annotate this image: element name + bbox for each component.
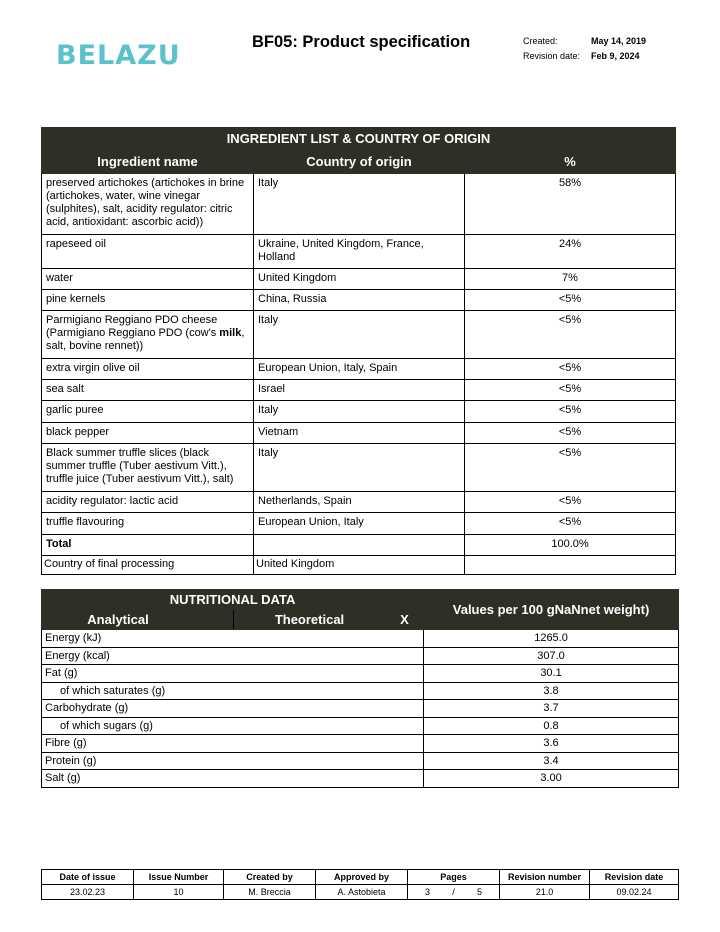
footer-header-revision-date: Revision date (590, 870, 679, 885)
ingredient-name: black pepper (42, 423, 254, 444)
created-label: Created: (523, 36, 558, 46)
company-logo: BELAZU (56, 40, 181, 71)
table-row (42, 174, 676, 235)
ingredient-country: Netherlands, Spain (254, 492, 465, 513)
footer-pages (408, 885, 500, 900)
table-row (42, 359, 676, 380)
ingredient-percent: <5% (465, 492, 676, 513)
nutrition-table (41, 589, 679, 788)
ingredient-name-part: , salt, bovine rennet)) (46, 327, 245, 352)
table-row (42, 770, 679, 788)
nutrient-label: Carbohydrate (g) (42, 700, 424, 718)
nutrient-value: 3.8 (424, 682, 679, 700)
ingredient-percent: 24% (465, 235, 676, 269)
ingredient-percent: 58% (465, 174, 676, 235)
nutrient-label: Energy (kJ) (42, 630, 424, 648)
ingredient-country: Italy (254, 311, 465, 359)
ingredient-name: rapeseed oil (42, 235, 254, 269)
theoretical-check-mark: X (386, 610, 424, 630)
footer-revision-date: 09.02.24 (590, 885, 679, 900)
table-row (42, 290, 676, 311)
ingredient-percent: <5% (465, 359, 676, 380)
ingredient-percent: <5% (465, 444, 676, 492)
nutrient-value: 3.7 (424, 700, 679, 718)
column-header-ingredient: Ingredient name (42, 150, 254, 174)
nutrient-value: 1265.0 (424, 630, 679, 648)
revision-date: Feb 9, 2024 (591, 50, 640, 61)
footer-header-issue-number: Issue Number (134, 870, 224, 885)
ingredient-percent: <5% (465, 513, 676, 535)
nutrient-value: 3.00 (424, 770, 679, 788)
ingredient-name: water (42, 269, 254, 290)
column-header-percent: % (465, 150, 676, 174)
ingredient-percent: <5% (465, 401, 676, 423)
footer-approved-by: A. Astobieta (316, 885, 408, 900)
ingredient-name-part: Parmigiano Reggiano PDO cheese (Parmigiano Reggiano PDO (cow's (46, 314, 220, 339)
table-row (42, 682, 679, 700)
ingredient-country: Italy (254, 444, 465, 492)
footer-date-of-issue: 23.02.23 (42, 885, 134, 900)
nutrient-label: Protein (g) (42, 752, 424, 770)
ingredient-country: China, Russia (254, 290, 465, 311)
table-row (42, 700, 679, 718)
footer-revision-number: 21.0 (500, 885, 590, 900)
total-empty-cell (254, 535, 465, 556)
nutrient-label: of which sugars (g) (42, 717, 424, 735)
ingredient-name: garlic puree (42, 401, 254, 423)
table-row (42, 311, 676, 359)
table-row (42, 647, 679, 665)
footer-header-revision-number: Revision number (500, 870, 590, 885)
ingredient-percent: <5% (465, 380, 676, 401)
column-header-country: Country of origin (254, 150, 465, 174)
total-label: Total (42, 535, 254, 556)
footer-header-date-of-issue: Date of issue (42, 870, 134, 885)
nutrient-value: 30.1 (424, 665, 679, 683)
ingredient-country: European Union, Italy, Spain (254, 359, 465, 380)
total-row (42, 535, 676, 556)
nutrient-label: Salt (g) (42, 770, 424, 788)
ingredient-country: United Kingdom (254, 269, 465, 290)
ingredient-name: extra virgin olive oil (42, 359, 254, 380)
ingredient-name: sea salt (42, 380, 254, 401)
final-processing-label: Country of final processing (42, 556, 254, 575)
ingredient-name: acidity regulator: lactic acid (42, 492, 254, 513)
ingredient-country: Italy (254, 401, 465, 423)
table-row (42, 423, 676, 444)
revision-date-label: Revision date: (523, 50, 581, 61)
ingredient-country: Ukraine, United Kingdom, France, Holland (254, 235, 465, 269)
created-date: May 14, 2019 (591, 36, 647, 46)
table-row (42, 735, 679, 753)
allergen-highlight: milk (219, 327, 242, 339)
table-row (42, 630, 679, 648)
ingredient-percent: 7% (465, 269, 676, 290)
analytical-label: Analytical (42, 610, 195, 630)
ingredient-country: Italy (254, 174, 465, 235)
footer-page-current: 3 (424, 887, 430, 897)
ingredient-country: Israel (254, 380, 465, 401)
ingredient-percent: <5% (465, 423, 676, 444)
ingredient-table (41, 127, 676, 575)
table-row (42, 492, 676, 513)
ingredient-name (42, 311, 254, 359)
document-title: BF05: Product specification (252, 33, 471, 51)
final-processing-empty-cell (465, 556, 676, 575)
final-processing-row (42, 556, 676, 575)
nutrient-label: of which saturates (g) (42, 682, 424, 700)
table-row (42, 401, 676, 423)
values-header: Values per 100 gNaNnet weight) (424, 590, 679, 630)
nutrient-label: Fat (g) (42, 665, 424, 683)
nutrient-label: Energy (kcal) (42, 647, 424, 665)
ingredient-table-title: INGREDIENT LIST & COUNTRY OF ORIGIN (42, 128, 676, 150)
nutrient-value: 0.8 (424, 717, 679, 735)
ingredient-name: Black summer truffle slices (black summer truffle (Tuber aestivum Vitt.), truffle juice (Tuber aestivum Vitt.), salt) (42, 444, 254, 492)
nutrient-value: 3.6 (424, 735, 679, 753)
footer-created-by: M. Breccia (224, 885, 316, 900)
table-row (42, 752, 679, 770)
table-row (42, 444, 676, 492)
ingredient-percent: <5% (465, 311, 676, 359)
ingredient-country: European Union, Italy (254, 513, 465, 535)
table-row (42, 717, 679, 735)
final-processing-country: United Kingdom (254, 556, 465, 575)
document-footer-table (41, 869, 679, 900)
total-value: 100.0% (465, 535, 676, 556)
footer-page-separator: / (452, 887, 455, 897)
table-row (42, 380, 676, 401)
document-meta (523, 34, 646, 63)
footer-header-created-by: Created by (224, 870, 316, 885)
footer-header-approved-by: Approved by (316, 870, 408, 885)
ingredient-name: preserved artichokes (artichokes in brine (artichokes, water, wine vinegar (sulphites), salt, acidity regulator: citric acid, antioxidant: ascorbic acid)) (42, 174, 254, 235)
ingredient-country: Vietnam (254, 423, 465, 444)
analytical-checkbox (195, 610, 234, 630)
table-row (42, 235, 676, 269)
footer-header-pages: Pages (408, 870, 500, 885)
ingredient-name: truffle flavouring (42, 513, 254, 535)
table-row (42, 665, 679, 683)
ingredient-name: pine kernels (42, 290, 254, 311)
theoretical-label: Theoretical (234, 610, 386, 630)
footer-page-total: 5 (476, 887, 482, 897)
table-row (42, 513, 676, 535)
nutrition-table-title: NUTRITIONAL DATA (42, 590, 424, 610)
ingredient-percent: <5% (465, 290, 676, 311)
nutrient-value: 307.0 (424, 647, 679, 665)
nutrient-label: Fibre (g) (42, 735, 424, 753)
footer-issue-number: 10 (134, 885, 224, 900)
nutrient-value: 3.4 (424, 752, 679, 770)
table-row (42, 269, 676, 290)
